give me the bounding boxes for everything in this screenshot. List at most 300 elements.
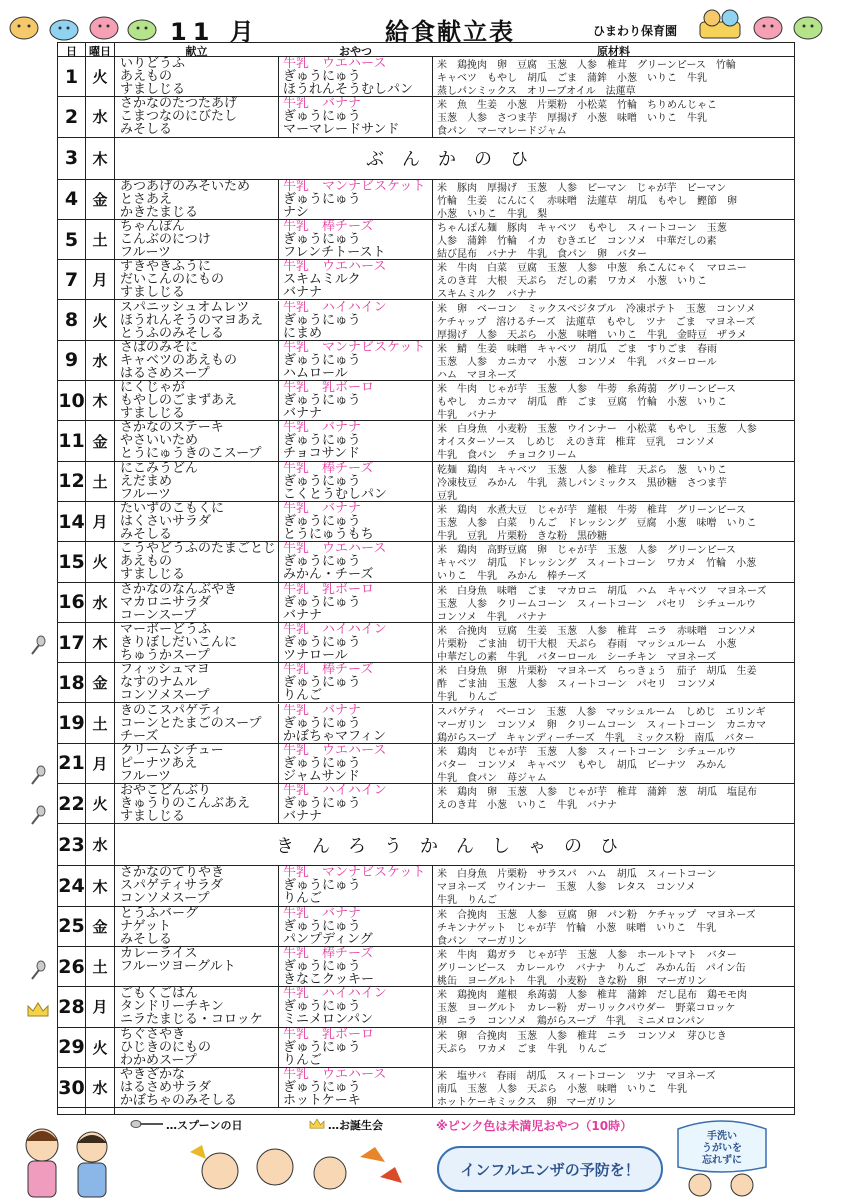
- ingredient-line: ホットケーキミックス 卵 マーガリン: [437, 1096, 617, 1108]
- ingredients-cell: [437, 625, 793, 664]
- crown-legend: …お誕生会: [328, 1119, 383, 1132]
- weekday: 月: [92, 513, 108, 532]
- menu-item: さかなのなんぶやき: [120, 582, 238, 597]
- ingredient-line: 米 牛肉 じゃが芋 玉葱 人参 牛蒡 糸蒟蒻 グリーンピース: [437, 384, 736, 396]
- menu-item: あつあげのみそいため: [120, 179, 251, 194]
- column-divider: [432, 784, 433, 823]
- table-header-row: [58, 43, 794, 57]
- column-divider: [432, 301, 433, 340]
- infant-snack: 牛乳 ハイハイン: [283, 622, 387, 637]
- menu-item: とうにゅうきのこスープ: [120, 446, 262, 461]
- ingredient-line: 食パン マーマレードジャム: [437, 126, 567, 138]
- ingredient-line: コンソメ 牛乳 バナナ: [437, 611, 547, 623]
- menu-item: クリームシチュー: [120, 743, 224, 758]
- snack-cell: [283, 301, 431, 340]
- ingredient-line: 牛乳 食パン チョコクリーム: [437, 450, 577, 462]
- snack-item: ぎゅうにゅう: [283, 109, 361, 125]
- header-menu: 献立: [185, 45, 208, 58]
- header-day: 日: [66, 45, 77, 58]
- weekday: 木: [92, 877, 108, 896]
- page-title: 給食献立表: [385, 18, 515, 46]
- menu-cell: [120, 704, 276, 743]
- day-number: 24: [58, 875, 85, 898]
- menu-item: ピーナツあえ: [120, 755, 198, 771]
- menu-item: はくさいサラダ: [120, 514, 211, 529]
- ingredient-line: 米 卵 ベーコン ミックスベジタブル 冷凍ポテト 玉葱 コンソメ: [437, 303, 756, 315]
- table-row: [58, 421, 794, 461]
- ingredient-line: キャベツ もやし 胡瓜 ごま 蒲鉾 小葱 いりこ 牛乳: [437, 73, 707, 84]
- weekday: 土: [92, 472, 108, 491]
- column-divider: [278, 704, 279, 743]
- weekday: 火: [92, 68, 108, 87]
- menu-item: さばのみそに: [120, 340, 199, 355]
- column-divider: [432, 97, 433, 136]
- snack-item: りんご: [283, 891, 323, 906]
- weekday: 木: [92, 634, 108, 653]
- menu-item: ひじきのにもの: [120, 1039, 212, 1055]
- menu-cell: [120, 502, 276, 541]
- menu-item: カレーライス: [120, 947, 198, 961]
- snack-cell: [283, 542, 431, 581]
- weekday: 金: [92, 674, 108, 693]
- infant-snack: 牛乳 棒チーズ: [283, 663, 374, 678]
- ingredient-line: 玉葱 人参 さつま芋 厚揚げ 小葱 味噌 いりこ 牛乳: [437, 113, 707, 125]
- infant-snack: 牛乳 ウエハース: [283, 57, 387, 71]
- column-divider: [432, 583, 433, 622]
- menu-item: やさいいため: [120, 433, 199, 449]
- ingredients-cell: [437, 464, 793, 503]
- table-row: [58, 260, 794, 300]
- ingredient-line: 米 合挽肉 玉葱 人参 豆腐 卵 パン粉 ケチャップ マヨネーズ: [437, 909, 756, 921]
- column-divider: [432, 744, 433, 783]
- column-divider: [278, 260, 279, 299]
- weekday: 金: [92, 432, 108, 451]
- weekday: 火: [92, 1038, 108, 1057]
- column-divider: [278, 583, 279, 622]
- ingredients-cell: [437, 99, 793, 138]
- weekday: 火: [92, 795, 108, 814]
- day-number: 30: [58, 1076, 85, 1099]
- menu-cell: [120, 784, 276, 823]
- ingredient-line: 片栗粉 ごま油 切干大根 天ぷら 春雨 マッシュルーム 小葱: [437, 638, 737, 650]
- month-title: 11 月: [170, 18, 260, 46]
- infant-snack: 牛乳 ハイハイン: [283, 784, 387, 799]
- ingredient-line: えのき茸 小葱 いりこ 牛乳 バナナ: [437, 800, 617, 812]
- pink-note: ※ピンク色は未満児おやつ（10時）: [436, 1119, 633, 1133]
- ingredient-line: 米 魚 生姜 小葱 片栗粉 小松菜 竹輪 ちりめんじゃこ: [437, 100, 717, 112]
- snack-cell: [283, 744, 431, 783]
- snack-cell: [283, 57, 431, 96]
- table-row: [58, 663, 794, 703]
- snack-item: ぎゅうにゅう: [283, 191, 361, 207]
- weekday: 木: [92, 149, 108, 168]
- ingredient-line: もやし カニカマ 胡瓜 酢 ごま 豆腐 竹輪 小葱 いりこ: [437, 397, 727, 409]
- snack-cell: [283, 180, 431, 219]
- snack-item: ぎゅうにゅう: [283, 231, 361, 247]
- ingredient-line: ケチャップ 溶けるチーズ 法蓮草 もやし ツナ ごま マヨネーズ: [437, 316, 756, 328]
- menu-item: きりぼしだいこんに: [120, 634, 238, 650]
- column-divider: [432, 1068, 433, 1107]
- column-divider: [278, 180, 279, 219]
- menu-item: みそしる: [120, 122, 173, 137]
- snack-cell: [283, 947, 431, 986]
- table-row: [58, 180, 794, 220]
- weekday: 水: [92, 1079, 108, 1098]
- infant-snack: 牛乳 ハイハイン: [283, 300, 387, 315]
- weekday: 水: [92, 593, 108, 612]
- weekday: 水: [92, 108, 108, 127]
- menu-item: たいずのこもくに: [120, 502, 225, 516]
- snack-item: ツナロール: [283, 647, 348, 662]
- ingredient-line: スパゲティ ベーコン 玉葱 人参 マッシュルーム しめじ エリンギ: [437, 706, 766, 718]
- snack-item: ぎゅうにゅう: [283, 796, 361, 812]
- menu-item: ナゲット: [120, 918, 171, 934]
- snack-item: ぎゅうにゅう: [283, 1039, 361, 1055]
- column-divider: [278, 784, 279, 823]
- menu-cell: [120, 947, 276, 973]
- snack-item: ぎゅうにゅう: [283, 715, 361, 731]
- ingredient-line: 竹輪 生姜 にんにく 赤味噌 法蓮草 胡瓜 もやし 鰹節 卵: [437, 195, 737, 207]
- infant-snack: 牛乳 ウエハース: [283, 1067, 387, 1082]
- day-number: 22: [58, 792, 85, 815]
- snack-cell: [283, 704, 431, 743]
- ingredient-line: 人参 蒲鉾 竹輪 イカ むきエビ コンソメ 中華だしの素: [437, 235, 717, 247]
- snack-item: きなこクッキー: [283, 972, 375, 986]
- ingredient-line: 米 白身魚 卵 片栗粉 マヨネーズ らっきょう 茄子 胡瓜 生姜: [437, 666, 757, 678]
- snack-item: バナナ: [283, 406, 323, 421]
- infant-snack: 牛乳 バナナ: [283, 97, 362, 112]
- footer: [0, 1115, 850, 1203]
- column-divider: [278, 220, 279, 259]
- menu-item: スパニッシュオムレツ: [120, 300, 250, 315]
- menu-cell: [120, 583, 276, 622]
- ingredient-line: 玉葱 人参 カニカマ 小葱 コンソメ 牛乳 バターロール: [437, 356, 717, 368]
- ingredient-line: 桃缶 ヨーグルト 牛乳 小麦粉 きな粉 卵 マーガリン: [437, 976, 707, 987]
- handwash-sign: [672, 1117, 772, 1199]
- infant-snack: 牛乳 ウエハース: [283, 260, 387, 275]
- menu-item: すましじる: [120, 82, 186, 96]
- ingredients-cell: [437, 423, 793, 462]
- snack-item: スキムミルク: [283, 272, 361, 288]
- ingredients-cell: [437, 585, 793, 624]
- ingredient-line: 乾麺 鶏肉 キャベツ 玉葱 人参 椎茸 天ぷら 葱 いりこ: [437, 464, 727, 476]
- snack-item: にまめ: [283, 325, 323, 340]
- svg-text:うがいを: うがいを: [702, 1143, 742, 1154]
- table-row: [58, 542, 794, 582]
- ingredient-line: グリーンピース カレールウ バナナ りんご みかん缶 パイン缶: [437, 963, 746, 974]
- weekday: 月: [92, 271, 108, 290]
- table-row: [58, 623, 794, 663]
- snack-item: ぎゅうにゅう: [283, 878, 361, 894]
- menu-cell: [120, 301, 276, 340]
- day-number: 29: [58, 1036, 85, 1059]
- snack-item: ぎゅうにゅう: [283, 514, 361, 529]
- infant-snack: 牛乳 マンナビスケット: [283, 179, 426, 194]
- column-divider: [278, 462, 279, 501]
- day-number: 17: [58, 631, 85, 654]
- ingredients-cell: [437, 949, 793, 988]
- snack-cell: [283, 623, 431, 662]
- ingredient-line: 食パン マーガリン: [437, 935, 527, 947]
- header-ingredients: 原材料: [597, 45, 630, 58]
- snack-cell: [283, 583, 431, 622]
- table-row: [58, 744, 794, 784]
- snack-item: バナナ: [283, 607, 323, 622]
- ingredients-cell: [437, 909, 793, 948]
- menu-item: にくじゃが: [120, 381, 186, 396]
- snack-item: みかん・チーズ: [283, 567, 374, 582]
- column-divider: [432, 220, 433, 259]
- snack-item: ぎゅうにゅう: [283, 69, 361, 84]
- day-number: 19: [58, 712, 85, 735]
- column-divider: [432, 987, 433, 1026]
- menu-cell: [120, 987, 276, 1026]
- menu-item: いりどうふ: [120, 57, 186, 71]
- weekday: 金: [92, 190, 108, 209]
- weekday: 水: [92, 836, 108, 855]
- ingredient-line: ハム マヨネーズ: [437, 369, 517, 381]
- ingredient-line: 米 豚肉 厚揚げ 玉葱 人参 ピーマン じゃが芋 ピーマン: [437, 182, 727, 194]
- day-number: 3: [64, 147, 79, 170]
- ingredient-line: 米 鶏肉 高野豆腐 卵 じゃが芋 玉葱 人参 グリーンピース: [437, 545, 736, 557]
- menu-table: [57, 42, 795, 1115]
- ingredients-cell: [437, 786, 793, 812]
- menu-item: あえもの: [120, 69, 173, 84]
- ingredient-line: 酢 ごま油 玉葱 人参 スィートコーン パセリ コンソメ: [437, 679, 717, 691]
- snack-item: ぎゅうにゅう: [283, 999, 361, 1015]
- ingredient-line: 南瓜 玉葱 人参 天ぷら 小葱 味噌 いりこ 牛乳: [437, 1083, 687, 1095]
- ingredient-line: 米 白身魚 味噌 ごま マカロニ 胡瓜 ハム キャベツ マヨネーズ: [437, 585, 767, 597]
- snack-cell: [283, 907, 431, 946]
- column-divider: [278, 623, 279, 662]
- menu-item: さかなのてりやき: [120, 866, 225, 881]
- menu-item: わかめスープ: [120, 1052, 197, 1067]
- ingredient-line: 豆乳: [437, 490, 457, 502]
- ingredient-line: ちゃんぽん麺 豚肉 キャベツ もやし スィートコーン 玉葱: [437, 222, 727, 234]
- menu-cell: [120, 220, 276, 259]
- day-number: 28: [58, 995, 85, 1018]
- snack-item: マーマレードサンド: [283, 122, 400, 137]
- day-number: 11: [58, 430, 85, 453]
- weekday: 火: [92, 311, 108, 330]
- menu-item: すましじる: [120, 567, 186, 582]
- column-divider: [278, 1028, 279, 1067]
- menu-cell: [120, 97, 276, 136]
- column-divider: [432, 623, 433, 662]
- day-number: 23: [58, 833, 85, 856]
- snack-cell: [283, 1028, 431, 1067]
- ingredient-line: 厚揚げ 人参 天ぷら 小葱 味噌 いりこ 牛乳 金時豆 ザラメ: [437, 329, 747, 341]
- infant-snack: 牛乳 マンナビスケット: [283, 866, 426, 881]
- weekday: 金: [92, 917, 108, 936]
- infant-snack: 牛乳 乳ボーロ: [283, 1027, 375, 1042]
- menu-item: フルーツ: [120, 486, 171, 501]
- ingredients-cell: [437, 665, 793, 704]
- table-row: [58, 57, 794, 97]
- spoon-legend: …スプーンの日: [166, 1119, 243, 1132]
- school-name: ひまわり保育園: [593, 24, 678, 38]
- snack-item: ミニメロンパン: [283, 1012, 374, 1027]
- snack-cell: [283, 97, 431, 136]
- snack-item: バナナ: [283, 285, 323, 300]
- column-divider: [278, 947, 279, 986]
- ingredient-line: 小葱 いりこ 牛乳 梨: [437, 208, 547, 220]
- menu-item: ちゃんぽん: [120, 219, 186, 234]
- infant-snack: 牛乳 マンナビスケット: [283, 340, 426, 355]
- page-header: [0, 0, 850, 46]
- menu-item: とうふのみそしる: [120, 325, 225, 340]
- ingredient-line: 米 牛肉 白菜 豆腐 玉葱 人参 中葱 糸こんにゃく マロニー: [437, 263, 747, 275]
- table-row: [58, 301, 794, 341]
- day-number: 4: [64, 188, 79, 211]
- infant-snack: 牛乳 バナナ: [283, 703, 362, 718]
- menu-cell: [120, 421, 276, 460]
- ingredient-line: マーガリン コンソメ 卵 クリームコーン スィートコーン カニカマ: [437, 719, 767, 731]
- infant-snack: 牛乳 棒チーズ: [283, 461, 374, 476]
- svg-text:手洗い: 手洗い: [707, 1131, 737, 1142]
- column-divider: [432, 421, 433, 460]
- snack-item: ぎゅうにゅう: [283, 675, 361, 691]
- weekday: 土: [92, 958, 108, 977]
- column-divider: [432, 260, 433, 299]
- ingredient-line: 米 鶏肉 卵 玉葱 人参 じゃが芋 椎茸 蒲鉾 葱 胡瓜 塩昆布: [437, 787, 757, 799]
- ingredient-line: 中華だしの素 牛乳 バターロール シーチキン マヨネーズ: [437, 651, 717, 663]
- menu-item: フルーツ: [120, 244, 171, 259]
- column-divider: [432, 381, 433, 420]
- column-divider: [432, 704, 433, 743]
- spoon-icon: [28, 960, 48, 980]
- ingredient-line: 米 鯖 生姜 味噌 キャベツ 胡瓜 ごま すりごま 春雨: [437, 343, 717, 355]
- column-divider: [278, 542, 279, 581]
- column-divider: [278, 381, 279, 420]
- menu-item: とさあえ: [120, 191, 173, 207]
- table-row: [58, 824, 794, 866]
- snack-item: ぎゅうにゅう: [283, 393, 361, 409]
- snack-item: ハムロール: [283, 365, 348, 380]
- ingredient-line: 玉葱 ヨーグルト カレー粉 ガーリックパウダー 野菜コロッケ: [437, 1003, 736, 1015]
- ingredients-cell: [437, 746, 793, 785]
- menu-item: さかなのたつたあげ: [120, 97, 238, 112]
- menu-item: すきやきふうに: [120, 260, 212, 275]
- snack-item: かぼちゃマフィン: [283, 728, 386, 743]
- column-divider: [432, 907, 433, 946]
- menu-item: すましじる: [120, 809, 186, 824]
- menu-cell: [120, 744, 276, 783]
- menu-item: こまつなのにびたし: [120, 109, 238, 125]
- ingredients-cell: [437, 59, 793, 98]
- snack-cell: [283, 220, 431, 259]
- snack-item: りんご: [283, 1052, 323, 1067]
- column-divider: [432, 341, 433, 380]
- menu-item: えだまめ: [120, 473, 173, 489]
- ingredient-line: 牛乳 りんご: [437, 895, 497, 907]
- column-divider: [432, 57, 433, 96]
- menu-item: さかなのステーキ: [120, 421, 224, 436]
- snack-cell: [283, 260, 431, 299]
- menu-cell: [120, 542, 276, 581]
- column-divider: [278, 57, 279, 96]
- menu-item: かぼちゃのみそしる: [120, 1092, 238, 1107]
- day-number: 7: [64, 268, 79, 291]
- menu-item: おやこどんぶり: [120, 784, 212, 799]
- snack-item: ぎゅうにゅう: [283, 1079, 361, 1095]
- column-divider: [278, 341, 279, 380]
- menu-cell: [120, 462, 276, 501]
- menu-item: フルーツヨーグルト: [120, 959, 236, 973]
- influenza-banner: [436, 1139, 664, 1199]
- menu-cell: [120, 260, 276, 299]
- ingredients-cell: [437, 222, 793, 261]
- infant-snack: 牛乳 棒チーズ: [283, 219, 374, 234]
- table-row: [58, 1028, 794, 1068]
- snack-cell: [283, 663, 431, 702]
- snack-item: とうにゅうもち: [283, 527, 374, 541]
- day-number: 1: [64, 65, 79, 88]
- snack-item: ぎゅうにゅう: [283, 755, 361, 771]
- menu-item: マカロニサラダ: [120, 594, 211, 610]
- menu-item: かきたまじる: [120, 204, 199, 219]
- ingredients-cell: [437, 343, 793, 382]
- autumn-babies-illustration: [180, 1137, 410, 1199]
- column-divider: [432, 663, 433, 702]
- snack-item: バナナ: [283, 809, 323, 824]
- table-row: [58, 220, 794, 260]
- day-number: 25: [58, 915, 85, 938]
- snack-cell: [283, 381, 431, 420]
- menu-item: きゅうりのこんぶあえ: [120, 796, 251, 812]
- infant-snack: 牛乳 バナナ: [283, 906, 362, 921]
- ingredient-line: 米 塩サバ 春雨 胡瓜 スィートコーン ツナ マヨネーズ: [437, 1070, 716, 1082]
- menu-item: みそしる: [120, 527, 173, 541]
- ingredients-cell: [437, 182, 793, 221]
- menu-item: みそしる: [120, 931, 173, 946]
- table-row: [58, 784, 794, 824]
- menu-cell: [120, 907, 276, 946]
- ingredients-cell: [437, 262, 793, 301]
- day-number: 5: [64, 228, 79, 251]
- ingredient-line: 米 卵 合挽肉 玉葱 人参 椎茸 ニラ コンソメ 芽ひじき: [437, 1030, 727, 1042]
- ingredient-line: いりこ 牛乳 みかん 棒チーズ: [437, 571, 587, 583]
- day-number: 18: [58, 671, 85, 694]
- header-snack: おやつ: [339, 45, 372, 58]
- day-number: 15: [58, 550, 85, 573]
- snack-item: ぎゅうにゅう: [283, 473, 361, 489]
- menu-item: にこみうどん: [120, 461, 199, 476]
- snack-item: ホットケーキ: [283, 1092, 361, 1107]
- infant-snack: 牛乳 棒チーズ: [283, 947, 374, 961]
- snack-cell: [283, 341, 431, 380]
- column-divider: [432, 462, 433, 501]
- snack-item: ぎゅうにゅう: [283, 352, 361, 368]
- menu-item: コンソメスープ: [120, 688, 210, 703]
- table-row: [58, 381, 794, 421]
- ingredient-line: マヨネーズ ウインナー 玉葱 人参 レタス コンソメ: [437, 882, 696, 894]
- snack-item: ぎゅうにゅう: [283, 312, 361, 328]
- snack-item: ぎゅうにゅう: [283, 959, 361, 974]
- ingredient-line: 天ぷら ワカメ ごま 牛乳 りんご: [437, 1043, 607, 1055]
- snack-item: ぎゅうにゅう: [283, 554, 361, 570]
- weekday: 月: [92, 998, 108, 1017]
- ingredient-line: 牛乳 食パン 苺ジャム: [437, 772, 547, 784]
- menu-item: ちぐさやき: [120, 1027, 186, 1042]
- ingredients-cell: [437, 706, 793, 745]
- ingredients-cell: [437, 1030, 793, 1056]
- ingredient-line: 鶏がらスープ キャンディーチーズ 牛乳 ミックス粉 南瓜 バター: [437, 732, 755, 744]
- column-divider: [432, 947, 433, 986]
- ingredient-line: オイスターソース しめじ えのき茸 椎茸 豆乳 コンソメ: [437, 437, 716, 449]
- menu-item: はるさめサラダ: [120, 1079, 211, 1095]
- menu-cell: [120, 623, 276, 662]
